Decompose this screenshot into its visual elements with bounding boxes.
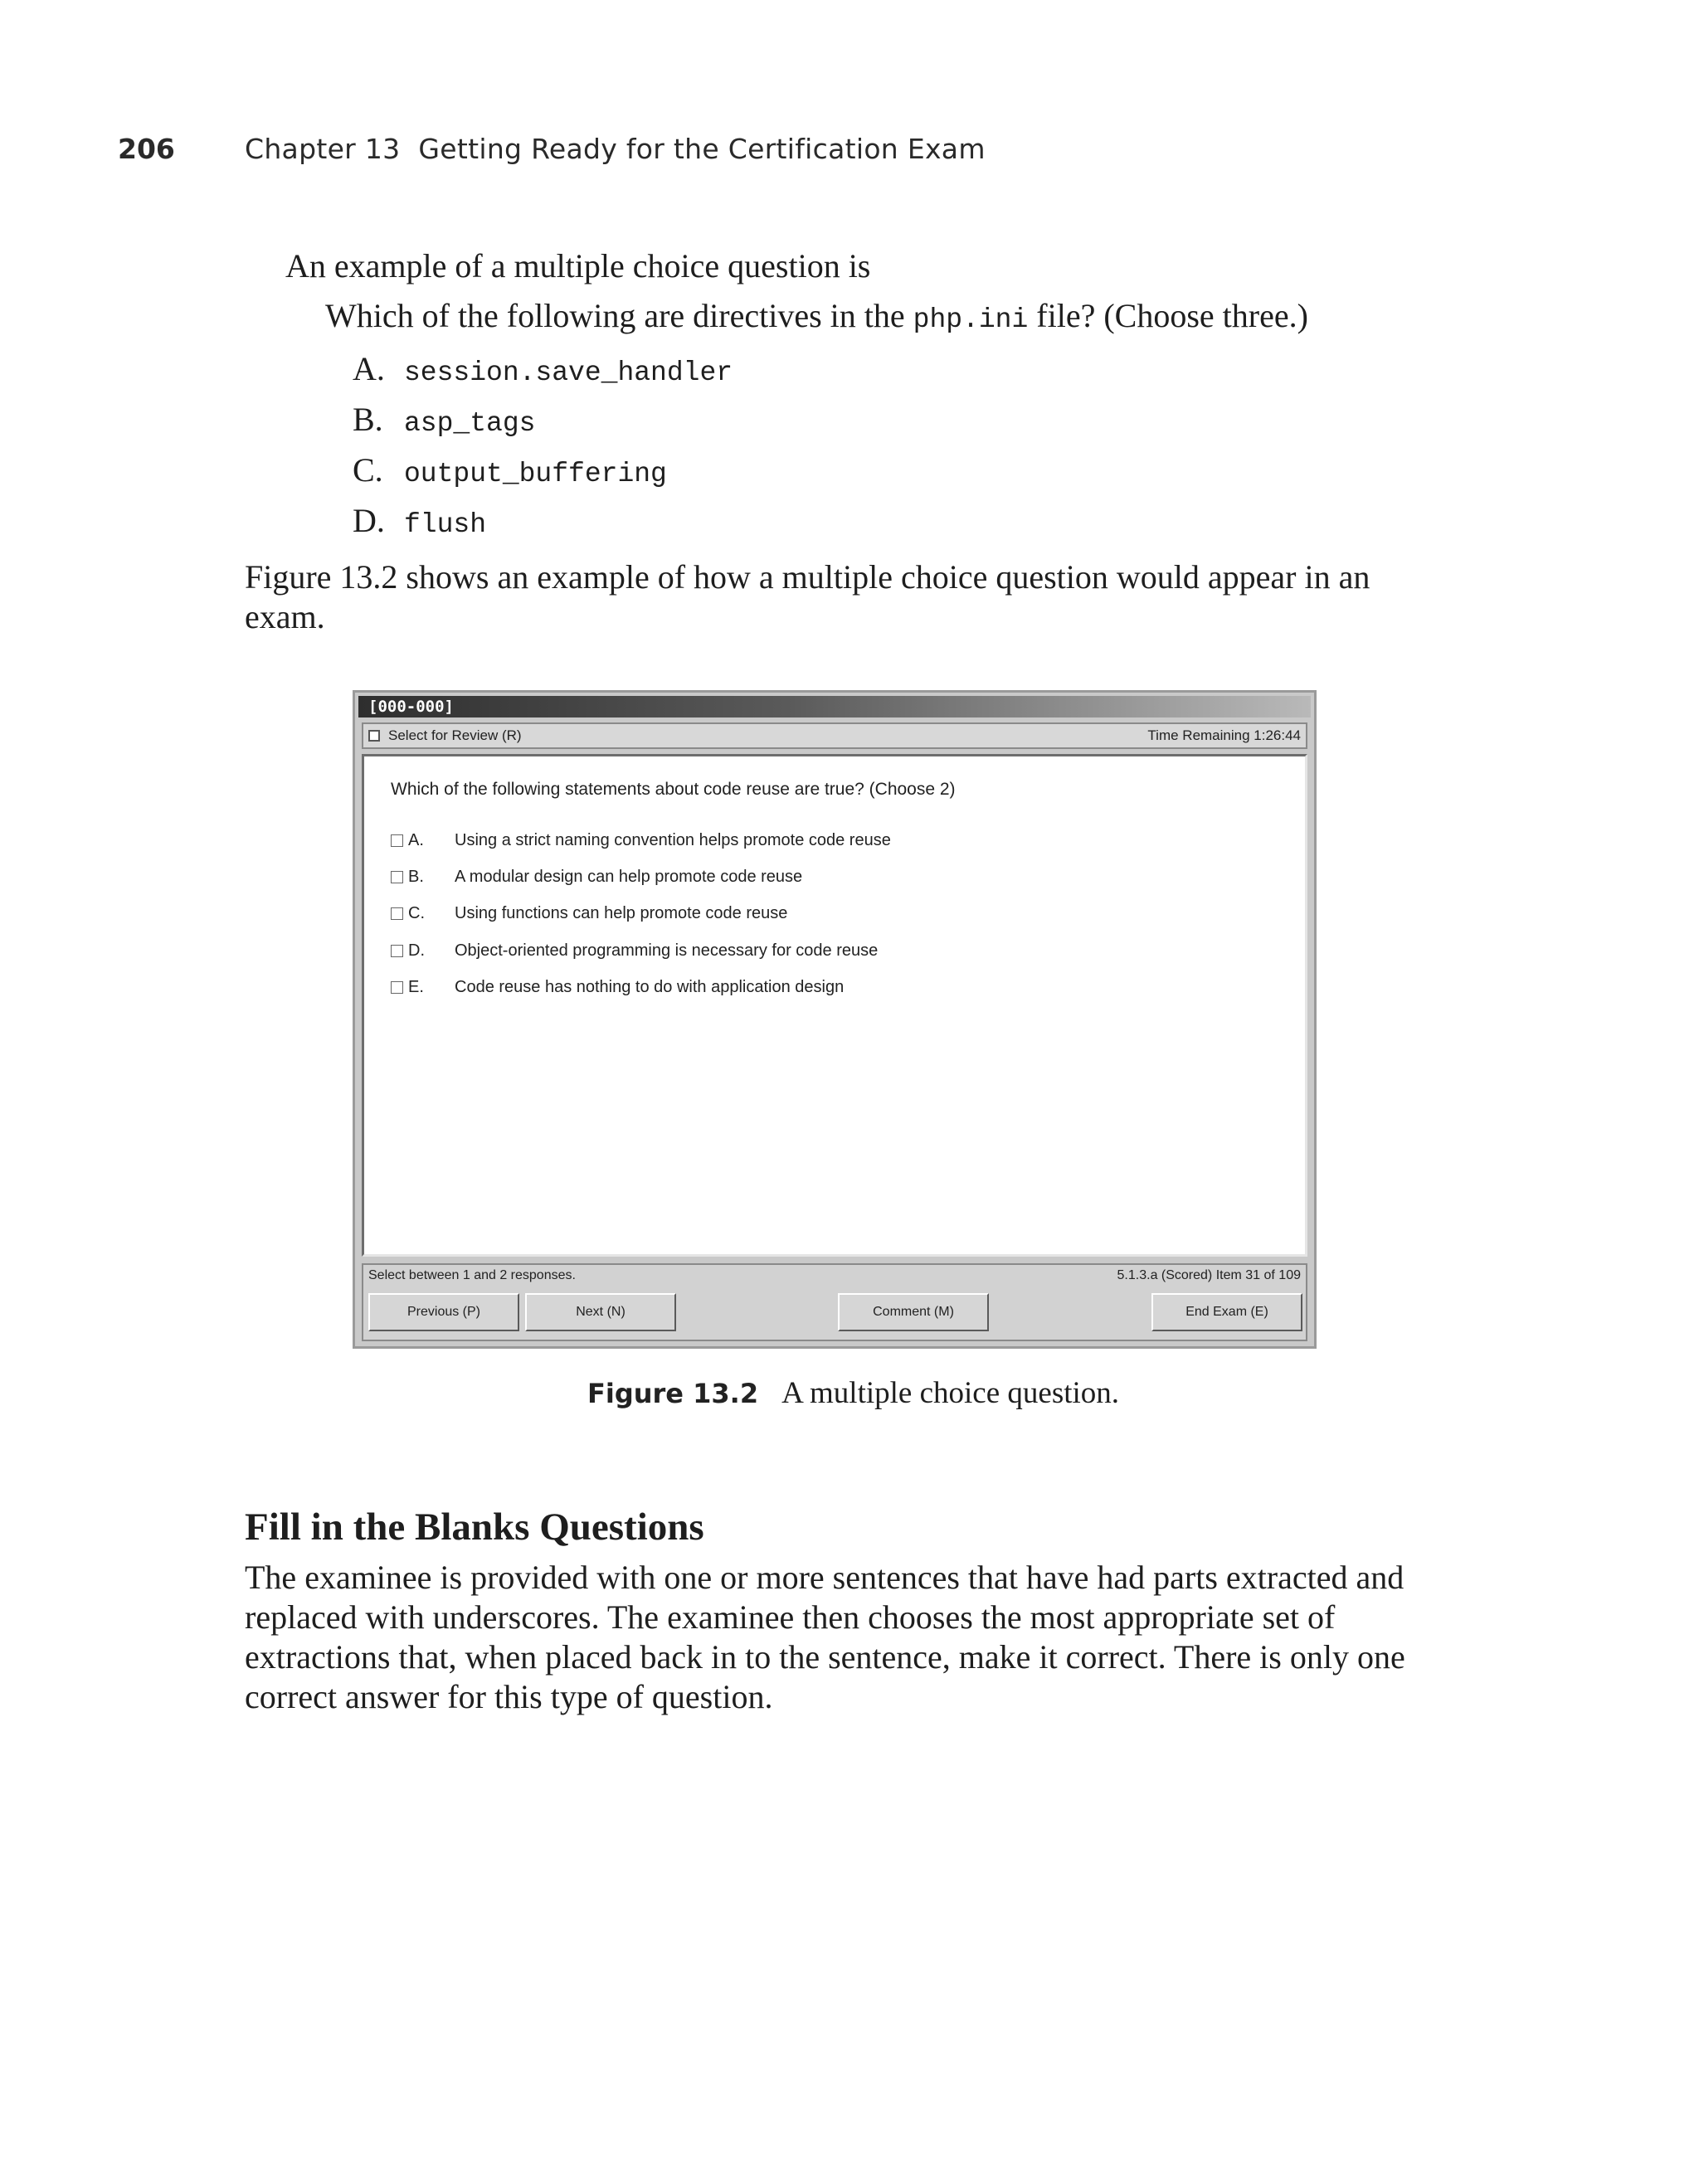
answer-letter: A. [408,831,424,849]
answer-letter: E. [408,978,424,996]
answer-letter: C. [408,904,425,922]
option-value: session.save_handler [404,358,733,388]
item-meta: 5.1.3.a (Scored) Item 31 of 109 [1117,1268,1301,1282]
option-value: output_buffering [404,459,667,489]
answer-letter: B. [408,868,424,886]
answer-text: Using a strict naming convention helps promote code reuse [455,831,891,849]
page-number: 206 [118,133,175,165]
answer-checkbox[interactable] [391,871,403,883]
review-label: Select for Review (R) [388,727,522,743]
stem-before: Which of the following are directives in the [325,297,913,334]
answer-option-d[interactable] [391,938,878,963]
example-intro: An example of a multiple choice question is [285,247,871,285]
running-head [245,133,986,165]
comment-button[interactable]: Comment (M) [838,1293,989,1331]
figure-caption [587,1375,1119,1411]
option-value: asp_tags [404,408,536,439]
figure-label: Figure 13.2 [587,1378,759,1409]
next-button[interactable]: Next (N) [525,1293,676,1331]
example-question-stem [325,296,1308,340]
paragraph-figure-intro: Figure 13.2 shows an example of how a multiple choice question would appear in an exam. [245,558,1370,635]
example-option-b [353,400,535,440]
option-value: flush [404,509,487,540]
end-exam-button[interactable]: End Exam (E) [1151,1293,1302,1331]
stem-after: file? (Choose three.) [1028,297,1308,334]
answer-checkbox[interactable] [391,945,403,957]
review-bar [362,722,1307,749]
time-remaining: Time Remaining 1:26:44 [1147,727,1301,743]
figure-caption-text: A multiple choice question. [781,1376,1120,1410]
answer-option-e[interactable] [391,975,844,1000]
answer-checkbox[interactable] [391,834,403,847]
answer-option-b[interactable] [391,864,802,889]
screenshot-title-bar: [000-000] [358,696,1311,717]
example-option-c [353,450,667,490]
review-checkbox[interactable] [368,730,380,742]
answer-text: A modular design can help promote code reuse [455,868,803,886]
option-letter: C. [353,451,383,489]
option-letter: D. [353,502,385,539]
answer-checkbox[interactable] [391,907,403,920]
answer-text: Object-oriented programming is necessary for code reuse [455,941,879,960]
answer-checkbox[interactable] [391,981,403,994]
previous-button[interactable]: Previous (P) [368,1293,519,1331]
answer-text: Using functions can help promote code reuse [455,904,788,922]
answer-letter: D. [408,941,425,960]
stem-code: php.ini [913,304,1029,335]
response-instruction: Select between 1 and 2 responses. [368,1268,576,1282]
option-letter: B. [353,401,383,438]
answer-text: Code reuse has nothing to do with application design [455,978,845,996]
option-letter: A. [353,350,385,387]
chapter-number: Chapter 13 [245,133,401,165]
chapter-title: Getting Ready for the Certification Exam [418,133,986,165]
question-panel [362,754,1307,1257]
screenshot-question: Which of the following statements about code reuse are true? (Choose 2) [391,780,956,799]
answer-option-a[interactable] [391,828,891,853]
exam-screenshot [353,690,1317,1349]
section-heading: Fill in the Blanks Questions [245,1505,704,1549]
example-option-d [353,501,486,541]
answer-option-c[interactable] [391,901,787,926]
example-option-a [353,349,733,389]
status-area [362,1263,1307,1341]
paragraph-fill-in-blanks: The examinee is provided with one or more sentences that have had parts extracted and replaced with underscores. The examinee then chooses the most appropriate set of extractions that, when placed back in to the sentence, make it correct. There is only one correct answer for this type of question. [245,1559,1405,1715]
